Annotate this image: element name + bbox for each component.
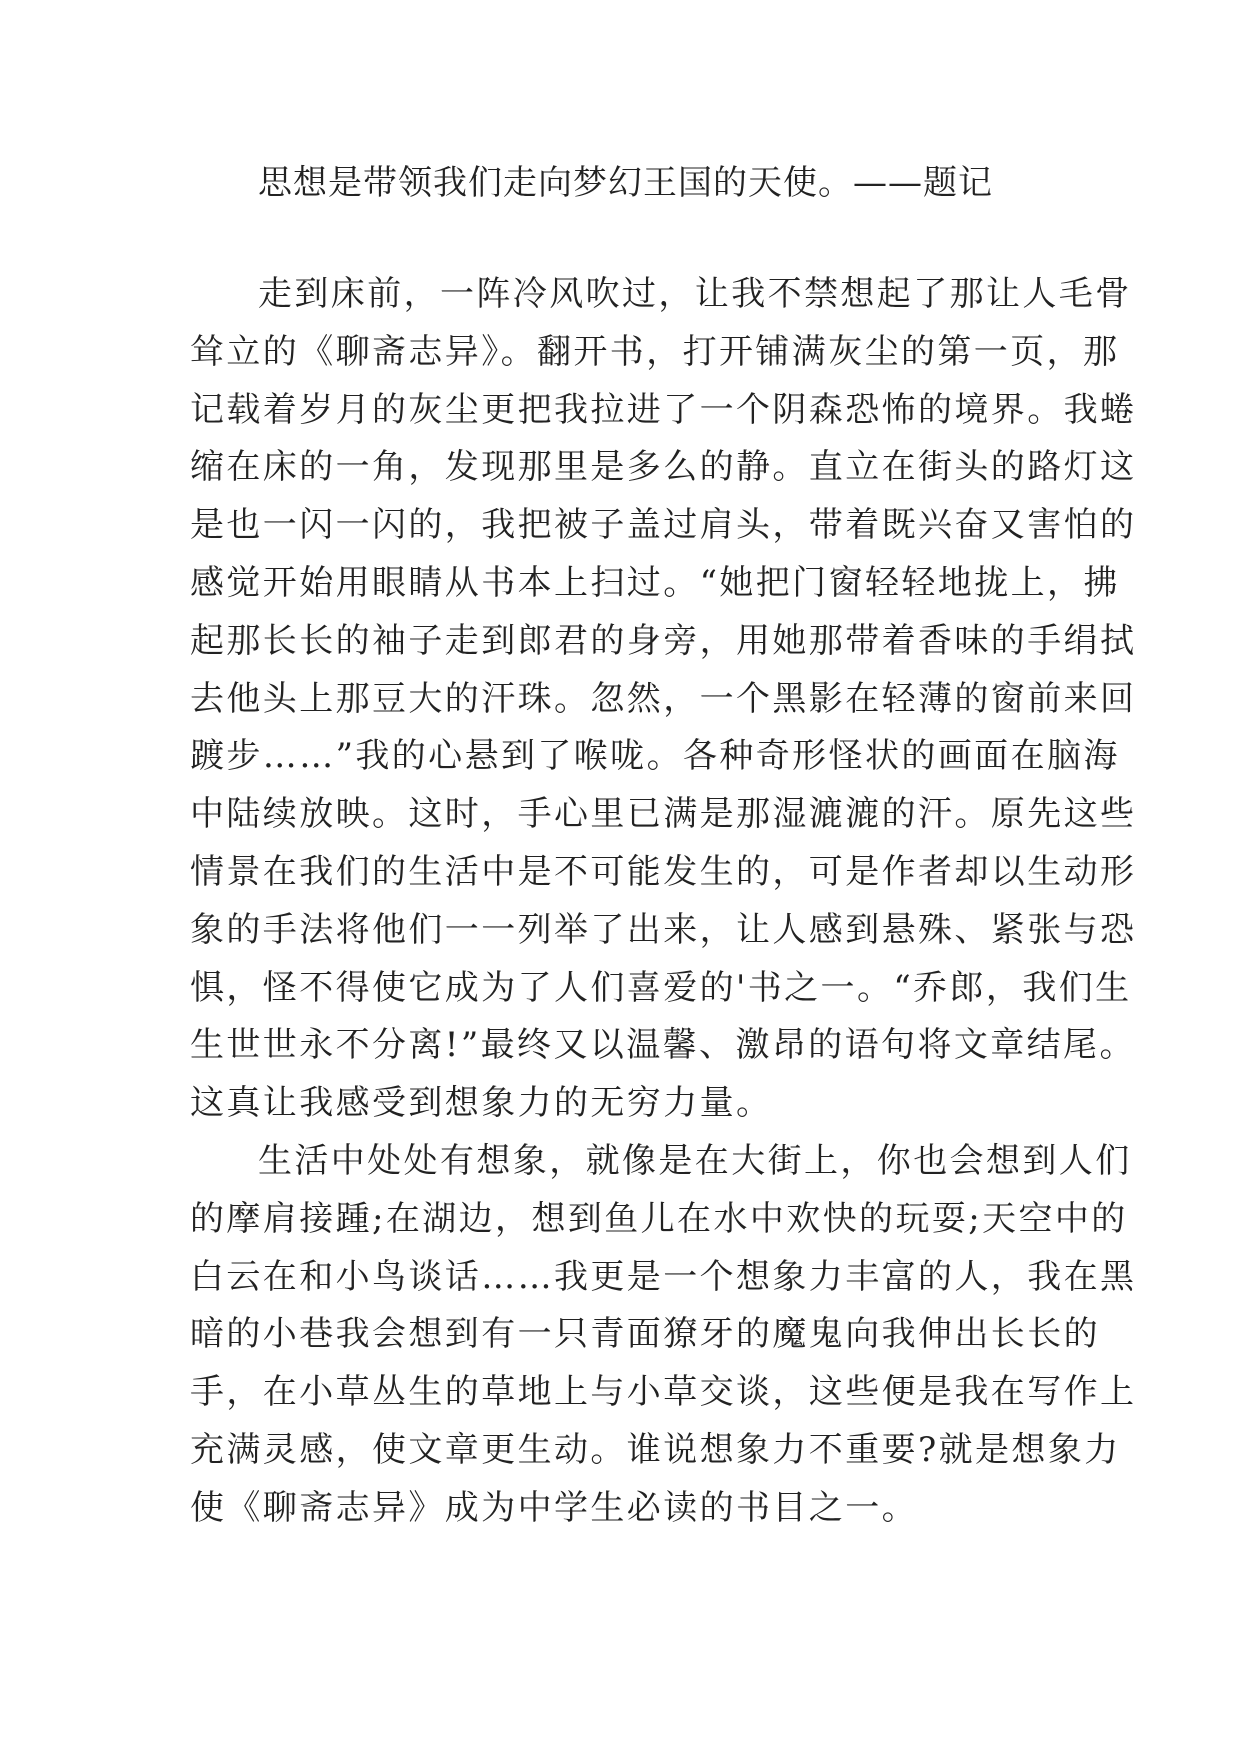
text-line: 生活中处处有想象，就像是在大街上，你也会想到人们 [258, 1140, 1132, 1181]
text-line: 象的手法将他们一一列举了出来，让人感到悬殊、紧张与恐 [190, 909, 1137, 950]
text-line: 使《聊斋志异》成为中学生必读的书目之一。 [190, 1487, 918, 1528]
text-line: 暗的小巷我会想到有一只青面獠牙的魔鬼向我伸出长长的 [190, 1314, 1100, 1355]
text-line: 踱步……”我的心悬到了喉咙。各种奇形怪状的画面在脑海 [190, 736, 1120, 777]
text-line: 生世世永不分离!”最终又以温馨、激昂的语句将文章结尾。 [190, 1025, 1136, 1066]
epigraph: 思想是带领我们走向梦幻王国的天使。——题记 [258, 163, 993, 203]
text-line: 手，在小草丛生的草地上与小草交谈，这些便是我在写作上 [190, 1372, 1137, 1413]
text-line: 去他头上那豆大的汗珠。忽然，一个黑影在轻薄的窗前来回 [190, 678, 1137, 719]
text-line: 耸立的《聊斋志异》。翻开书，打开铺满灰尘的第一页，那 [190, 331, 1120, 372]
text-line: 惧，怪不得使它成为了人们喜爱的'书之一。“乔郎，我们生 [190, 967, 1132, 1008]
essay-body [190, 266, 1137, 1538]
text-line: 白云在和小鸟谈话……我更是一个想象力丰富的人，我在黑 [190, 1256, 1137, 1297]
text-line: 起那长长的袖子走到郎君的身旁，用她那带着香味的手绢拭 [190, 620, 1137, 661]
text-line: 是也一闪一闪的，我把被子盖过肩头，带着既兴奋又害怕的 [190, 505, 1137, 546]
text-line: 的摩肩接踵;在湖边，想到鱼儿在水中欢快的玩耍;天空中的 [190, 1198, 1128, 1239]
text-line: 充满灵感，使文章更生动。谁说想象力不重要?就是想象力 [190, 1429, 1121, 1470]
text-line: 这真让我感受到想象力的无穷力量。 [190, 1083, 773, 1124]
paragraph-1 [190, 266, 1137, 1133]
text-line: 缩在床的一角，发现那里是多么的静。直立在街头的路灯这 [190, 447, 1137, 488]
text-line: 记载着岁月的灰尘更把我拉进了一个阴森恐怖的境界。我蜷 [190, 389, 1137, 430]
text-line: 情景在我们的生活中是不可能发生的，可是作者却以生动形 [190, 851, 1137, 892]
text-line: 中陆续放映。这时，手心里已满是那湿漉漉的汗。原先这些 [190, 794, 1137, 835]
paragraph-2 [190, 1133, 1137, 1538]
text-line: 走到床前，一阵冷风吹过，让我不禁想起了那让人毛骨 [258, 274, 1132, 314]
text-line: 感觉开始用眼睛从书本上扫过。“她把门窗轻轻地拢上，拂 [190, 562, 1120, 603]
